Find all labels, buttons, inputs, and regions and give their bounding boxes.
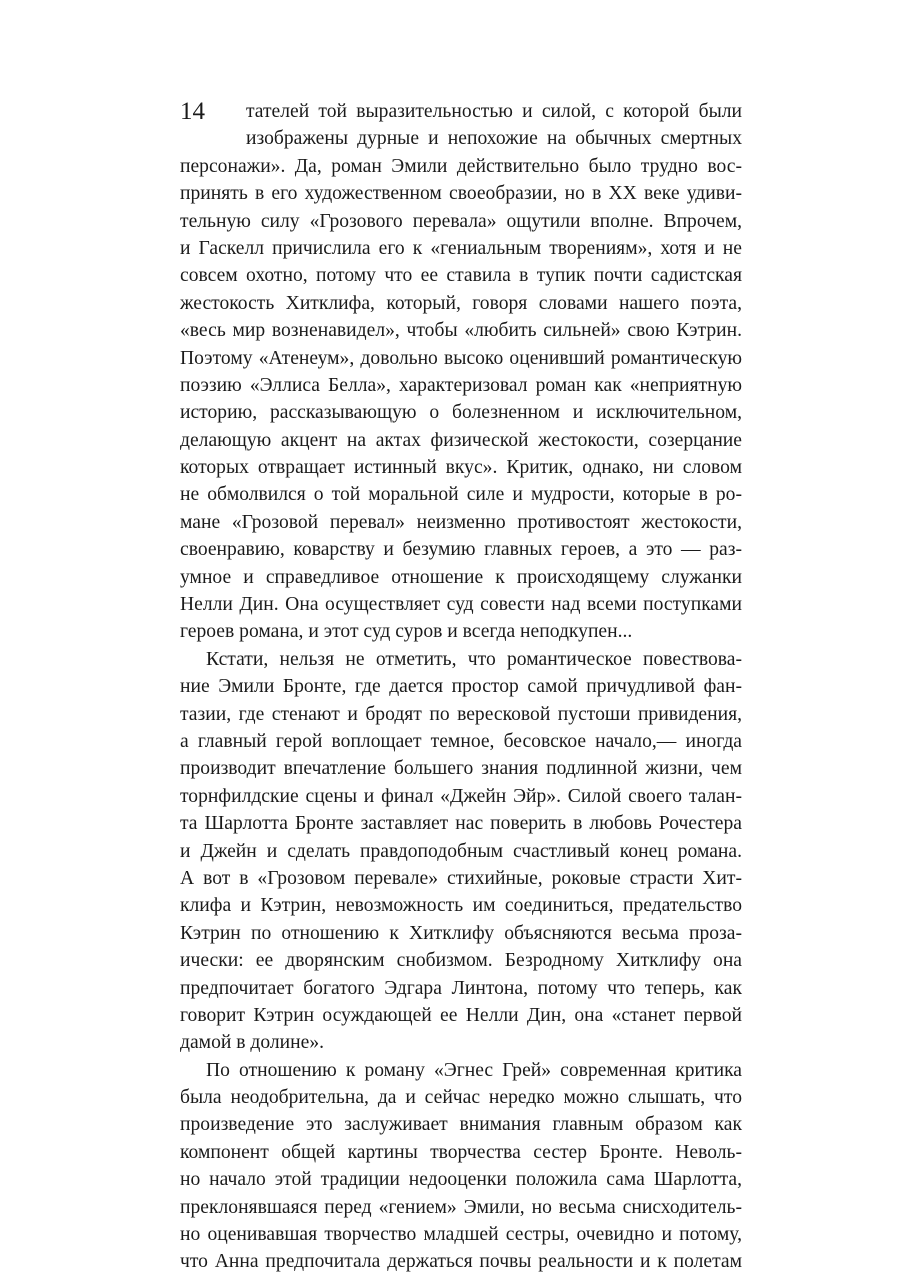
text-line: персонажи». Да, роман Эмили действительно было трудно вос- <box>180 155 742 177</box>
text-line: «весь мир возненавидел», чтобы «любить сильней» свою Кэтрин. <box>180 320 742 342</box>
text-line: По отношению к роману «Эгнес Грей» современная критика <box>206 1059 742 1081</box>
text-line: торнфилдские сцены и финал «Джейн Эйр». Силой своего талан- <box>180 785 742 807</box>
text-line: дамой в долине». <box>180 1032 325 1054</box>
text-line: Кэтрин по отношению к Хитклифу объясняются весьма проза- <box>180 922 742 944</box>
text-line: та Шарлотта Бронте заставляет нас поверить в любовь Рочестера <box>180 813 742 835</box>
text-line: Кстати, нельзя не отметить, что романтическое повествова- <box>206 648 742 670</box>
text-line: своенравию, коварству и безумию главных героев, а это — раз- <box>180 539 742 561</box>
text-line: что Анна предпочитала держаться почвы реальности и к полетам <box>180 1251 742 1273</box>
text-line: Поэтому «Атенеум», довольно высоко оценивший романтическую <box>180 347 742 369</box>
text-line: тельную силу «Грозового перевала» ощутили вполне. Впрочем, <box>180 210 742 232</box>
text-line: историю, рассказывающую о болезненном и исключительном, <box>180 402 742 424</box>
text-line: преклонявшаяся перед «гением» Эмили, но весьма снисходитель- <box>180 1196 742 1218</box>
text-line: которых отвращает истинный вкус». Критик, однако, ни словом <box>180 457 742 479</box>
text-line: и Джейн и сделать правдоподобным счастливый конец романа. <box>180 840 742 862</box>
text-line: ние Эмили Бронте, где дается простор самой причудливой фан- <box>180 676 742 698</box>
text-line: тазии, где стенают и бродят по вересковой пустоши привидения, <box>180 703 742 725</box>
text-line: клифа и Кэтрин, невозможность им соединиться, предательство <box>180 895 742 917</box>
text-line: принять в его художественном своеобразии, но в XX веке удиви- <box>180 183 742 205</box>
text-line: изображены дурные и непохожие на обычных смертных <box>246 128 742 150</box>
text-line: и Гаскелл причислила его к «гениальным творениям», хотя и не <box>180 237 742 259</box>
text-line: производит впечатление большего знания подлинной жизни, чем <box>180 758 742 780</box>
text-line: произведение это заслуживает внимания главным образом как <box>180 1114 742 1136</box>
text-line: совсем охотно, потому что ее ставила в тупик почти садистская <box>180 265 742 287</box>
text-line: но оценивавшая творчество младшей сестры, очевидно и потому, <box>180 1224 742 1246</box>
text-line: компонент общей картины творчества сестер Бронте. Неволь- <box>180 1141 742 1163</box>
text-line: а главный герой воплощает темное, бесовское начало,— иногда <box>180 730 742 752</box>
text-line: героев романа, и этот суд суров и всегда неподкупен... <box>180 621 633 643</box>
text-line: жестокость Хитклифа, который, говоря словами нашего поэта, <box>180 292 742 314</box>
text-line: А вот в «Грозовом перевале» стихийные, роковые страсти Хит- <box>180 867 742 889</box>
text-line: поэзию «Эллиса Белла», характеризовал роман как «неприятную <box>180 374 742 396</box>
text-line: говорит Кэтрин осуждающей ее Нелли Дин, она «станет первой <box>180 1004 742 1026</box>
text-line: Нелли Дин. Она осуществляет суд совести над всеми поступками <box>180 594 742 616</box>
text-line: предпочитает богатого Эдгара Линтона, потому что теперь, как <box>180 977 742 999</box>
text-line: умное и справедливое отношение к происходящему служанки <box>180 566 742 588</box>
page-number: 14 <box>180 98 205 125</box>
text-line: не обмолвился о той моральной силе и мудрости, которые в ро- <box>180 484 742 506</box>
body-text <box>180 98 742 1276</box>
text-line: делающую акцент на актах физической жестокости, созерцание <box>180 429 742 451</box>
text-line: но начало этой традиции недооценки положила сама Шарлотта, <box>180 1169 742 1191</box>
text-line: мане «Грозовой перевал» неизменно противостоят жестокости, <box>180 511 742 533</box>
text-line: была неодобрительна, да и сейчас нередко можно слышать, что <box>180 1087 742 1109</box>
text-line: ически: ее дворянским снобизмом. Безродному Хитклифу она <box>180 950 742 972</box>
text-line: тателей той выразительностью и силой, с которой были <box>246 101 742 122</box>
